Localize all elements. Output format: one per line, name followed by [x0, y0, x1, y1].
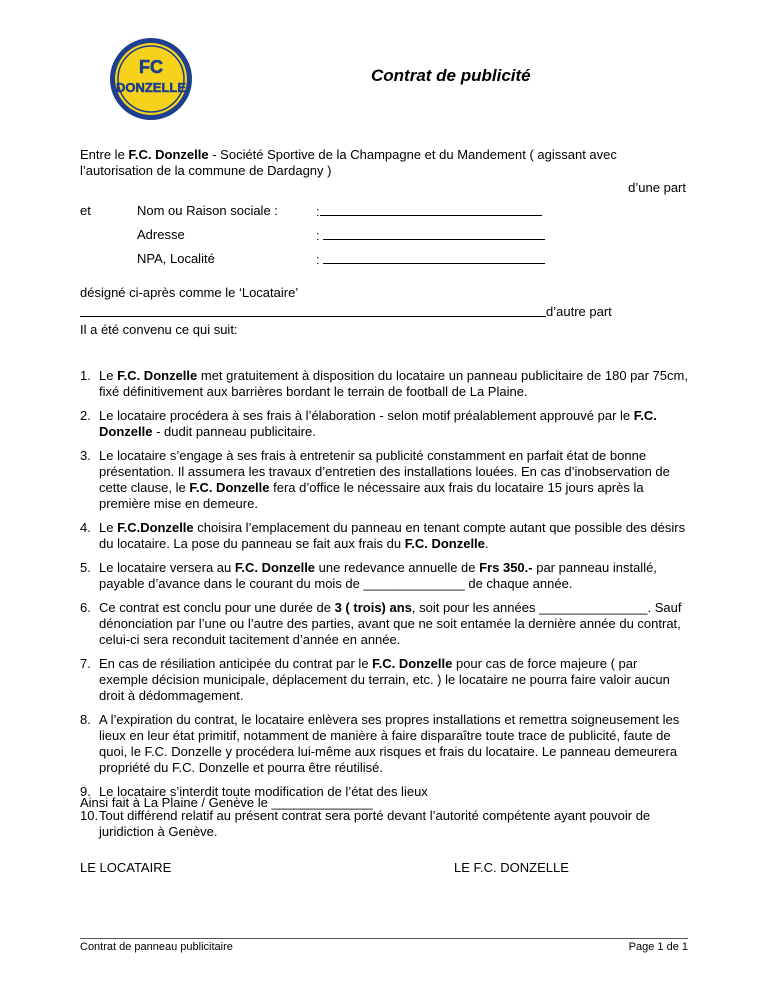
clause-5: [80, 560, 688, 592]
clause-6: [80, 600, 688, 648]
address-field[interactable]: :: [316, 227, 545, 243]
signature-tenant: LE LOCATAIRE: [80, 860, 172, 875]
address-label: Adresse: [137, 227, 185, 242]
page-number: Page 1 de 1: [628, 941, 688, 953]
clause-number: 8.: [80, 712, 91, 727]
clauses-list: [80, 368, 688, 848]
clause-1: [80, 368, 688, 400]
clause-text: fera d’office le nécessaire aux frais du locataire 15 jours après la première mise en demeure.: [99, 480, 644, 511]
clause-10: [80, 808, 688, 840]
clause-text: Le: [99, 368, 118, 383]
clause-text: met gratuitement à disposition du locataire un panneau publicitaire de 180 par 75cm, fixé définitivement aux barrières bordant le terrain de football de La Plaine.: [99, 368, 688, 399]
clause-number: 9.: [80, 784, 91, 799]
svg-text:DONZELLE: DONZELLE: [115, 80, 187, 95]
clause-emphasis: Frs 350.-: [479, 560, 533, 575]
clause-8: [80, 712, 688, 776]
clause-text: Tout différend relatif au présent contrat sera porté devant l’autorité compétente ayant pouvoir de juridiction à Genève.: [99, 808, 651, 839]
clause-number: 1.: [80, 368, 91, 383]
name-field[interactable]: :: [316, 203, 542, 219]
place-date-line: Ainsi fait à La Plaine / Genève le ______________: [80, 795, 373, 810]
designation-text: désigné ci-après comme le ‘Locataire’: [80, 285, 299, 300]
clause-emphasis: 3 ( trois) ans: [334, 600, 412, 615]
clause-text: - dudit panneau publicitaire.: [152, 424, 316, 439]
svg-text:FC: FC: [139, 57, 163, 77]
et-label: et: [80, 203, 91, 218]
separator-line: [80, 316, 546, 317]
clause-text: Le locataire versera au: [99, 560, 235, 575]
clause-text: Le locataire procédera à ses frais à l’élaboration - selon motif préalablement approuvé par le: [99, 408, 634, 423]
clause-text: Ce contrat est conclu pour une durée de: [99, 600, 335, 615]
clause-emphasis: F.C. Donzelle: [234, 560, 316, 575]
clause-3: [80, 448, 688, 512]
clause-emphasis: F.C.Donzelle: [117, 520, 194, 535]
footer-title: Contrat de panneau publicitaire: [80, 941, 233, 953]
clause-text: Le locataire s’engage à ses frais à entretenir sa publicité constamment en parfait état de bonne présentation. Il assumera les travaux d’entretien des installations louées. En cas d’inobservation de cette clause, le: [99, 448, 670, 495]
first-party-label: d’une part: [628, 180, 686, 195]
clause-emphasis: F.C. Donzelle: [189, 480, 270, 495]
clause-7: [80, 656, 688, 704]
name-label: Nom ou Raison sociale :: [137, 203, 278, 218]
clause-number: 10.: [80, 808, 99, 823]
clause-emphasis: F.C. Donzelle: [372, 656, 453, 671]
clause-number: 6.: [80, 600, 91, 615]
clause-text: pour cas de force majeure ( par exemple décision municipale, déplacement du terrain, etc. ) le locataire ne pourra faire valoir aucun droit à dédommagement.: [99, 656, 670, 703]
clause-emphasis: F.C. Donzelle: [99, 408, 657, 439]
clause-text: .: [484, 536, 489, 551]
clause-emphasis: F.C. Donzelle: [117, 368, 198, 383]
clause-text: choisira l’emplacement du panneau en tenant compte autant que possible des désirs du locataire. La pose du panneau se fait aux frais du: [99, 520, 686, 551]
intro-paragraph: Entre le F.C. Donzelle - Société Sportive de la Champagne et du Mandement ( agissant avec l’autorisation de la commune de Dardagny ): [80, 147, 617, 178]
clause-number: 3.: [80, 448, 91, 463]
club-name: F.C. Donzelle: [128, 147, 209, 162]
clause-text: une redevance annuelle de: [315, 560, 480, 575]
clause-2: [80, 408, 688, 440]
clause-text: Le: [99, 520, 118, 535]
fc-donzelle-logo: [108, 36, 194, 122]
clause-text: , soit pour les années _______________. Sauf dénonciation par l’une ou l’autre des parties, avant que ne soit entamée la dernière année du contrat, celui-ci sera reconduit tacitement d’année en année.: [99, 600, 682, 647]
clause-number: 4.: [80, 520, 91, 535]
clause-text: Le locataire s’interdit toute modification de l’état des lieux: [99, 784, 428, 799]
clause-4: [80, 520, 688, 552]
clause-number: 2.: [80, 408, 91, 423]
clause-number: 5.: [80, 560, 91, 575]
document-title: Contrat de publicité: [371, 66, 531, 85]
clause-number: 7.: [80, 656, 91, 671]
second-party-label: d’autre part: [546, 304, 612, 319]
signature-club: LE F.C. DONZELLE: [454, 860, 569, 875]
agreement-intro: Il a été convenu ce qui suit:: [80, 322, 238, 337]
clause-text: A l’expiration du contrat, le locataire enlèvera ses propres installations et remettra soigneusement les lieux en leur état primitif, notamment de manière à faire disparaître toute trace de publicité, faute de quoi, le F.C. Donzelle y procédera lui-même aux risques et frais du locataire. Le panneau demeurera propriété du F.C. Donzelle et pourra être réutilisé.: [99, 712, 680, 775]
locality-label: NPA, Localité: [137, 251, 215, 266]
locality-field[interactable]: :: [316, 251, 545, 267]
clause-text: par panneau installé, payable d’avance dans le courant du mois de ______________ de chaque année.: [99, 560, 657, 591]
clause-emphasis: F.C. Donzelle: [404, 536, 485, 551]
footer-divider: [80, 938, 688, 939]
clause-text: En cas de résiliation anticipée du contrat par le: [99, 656, 373, 671]
